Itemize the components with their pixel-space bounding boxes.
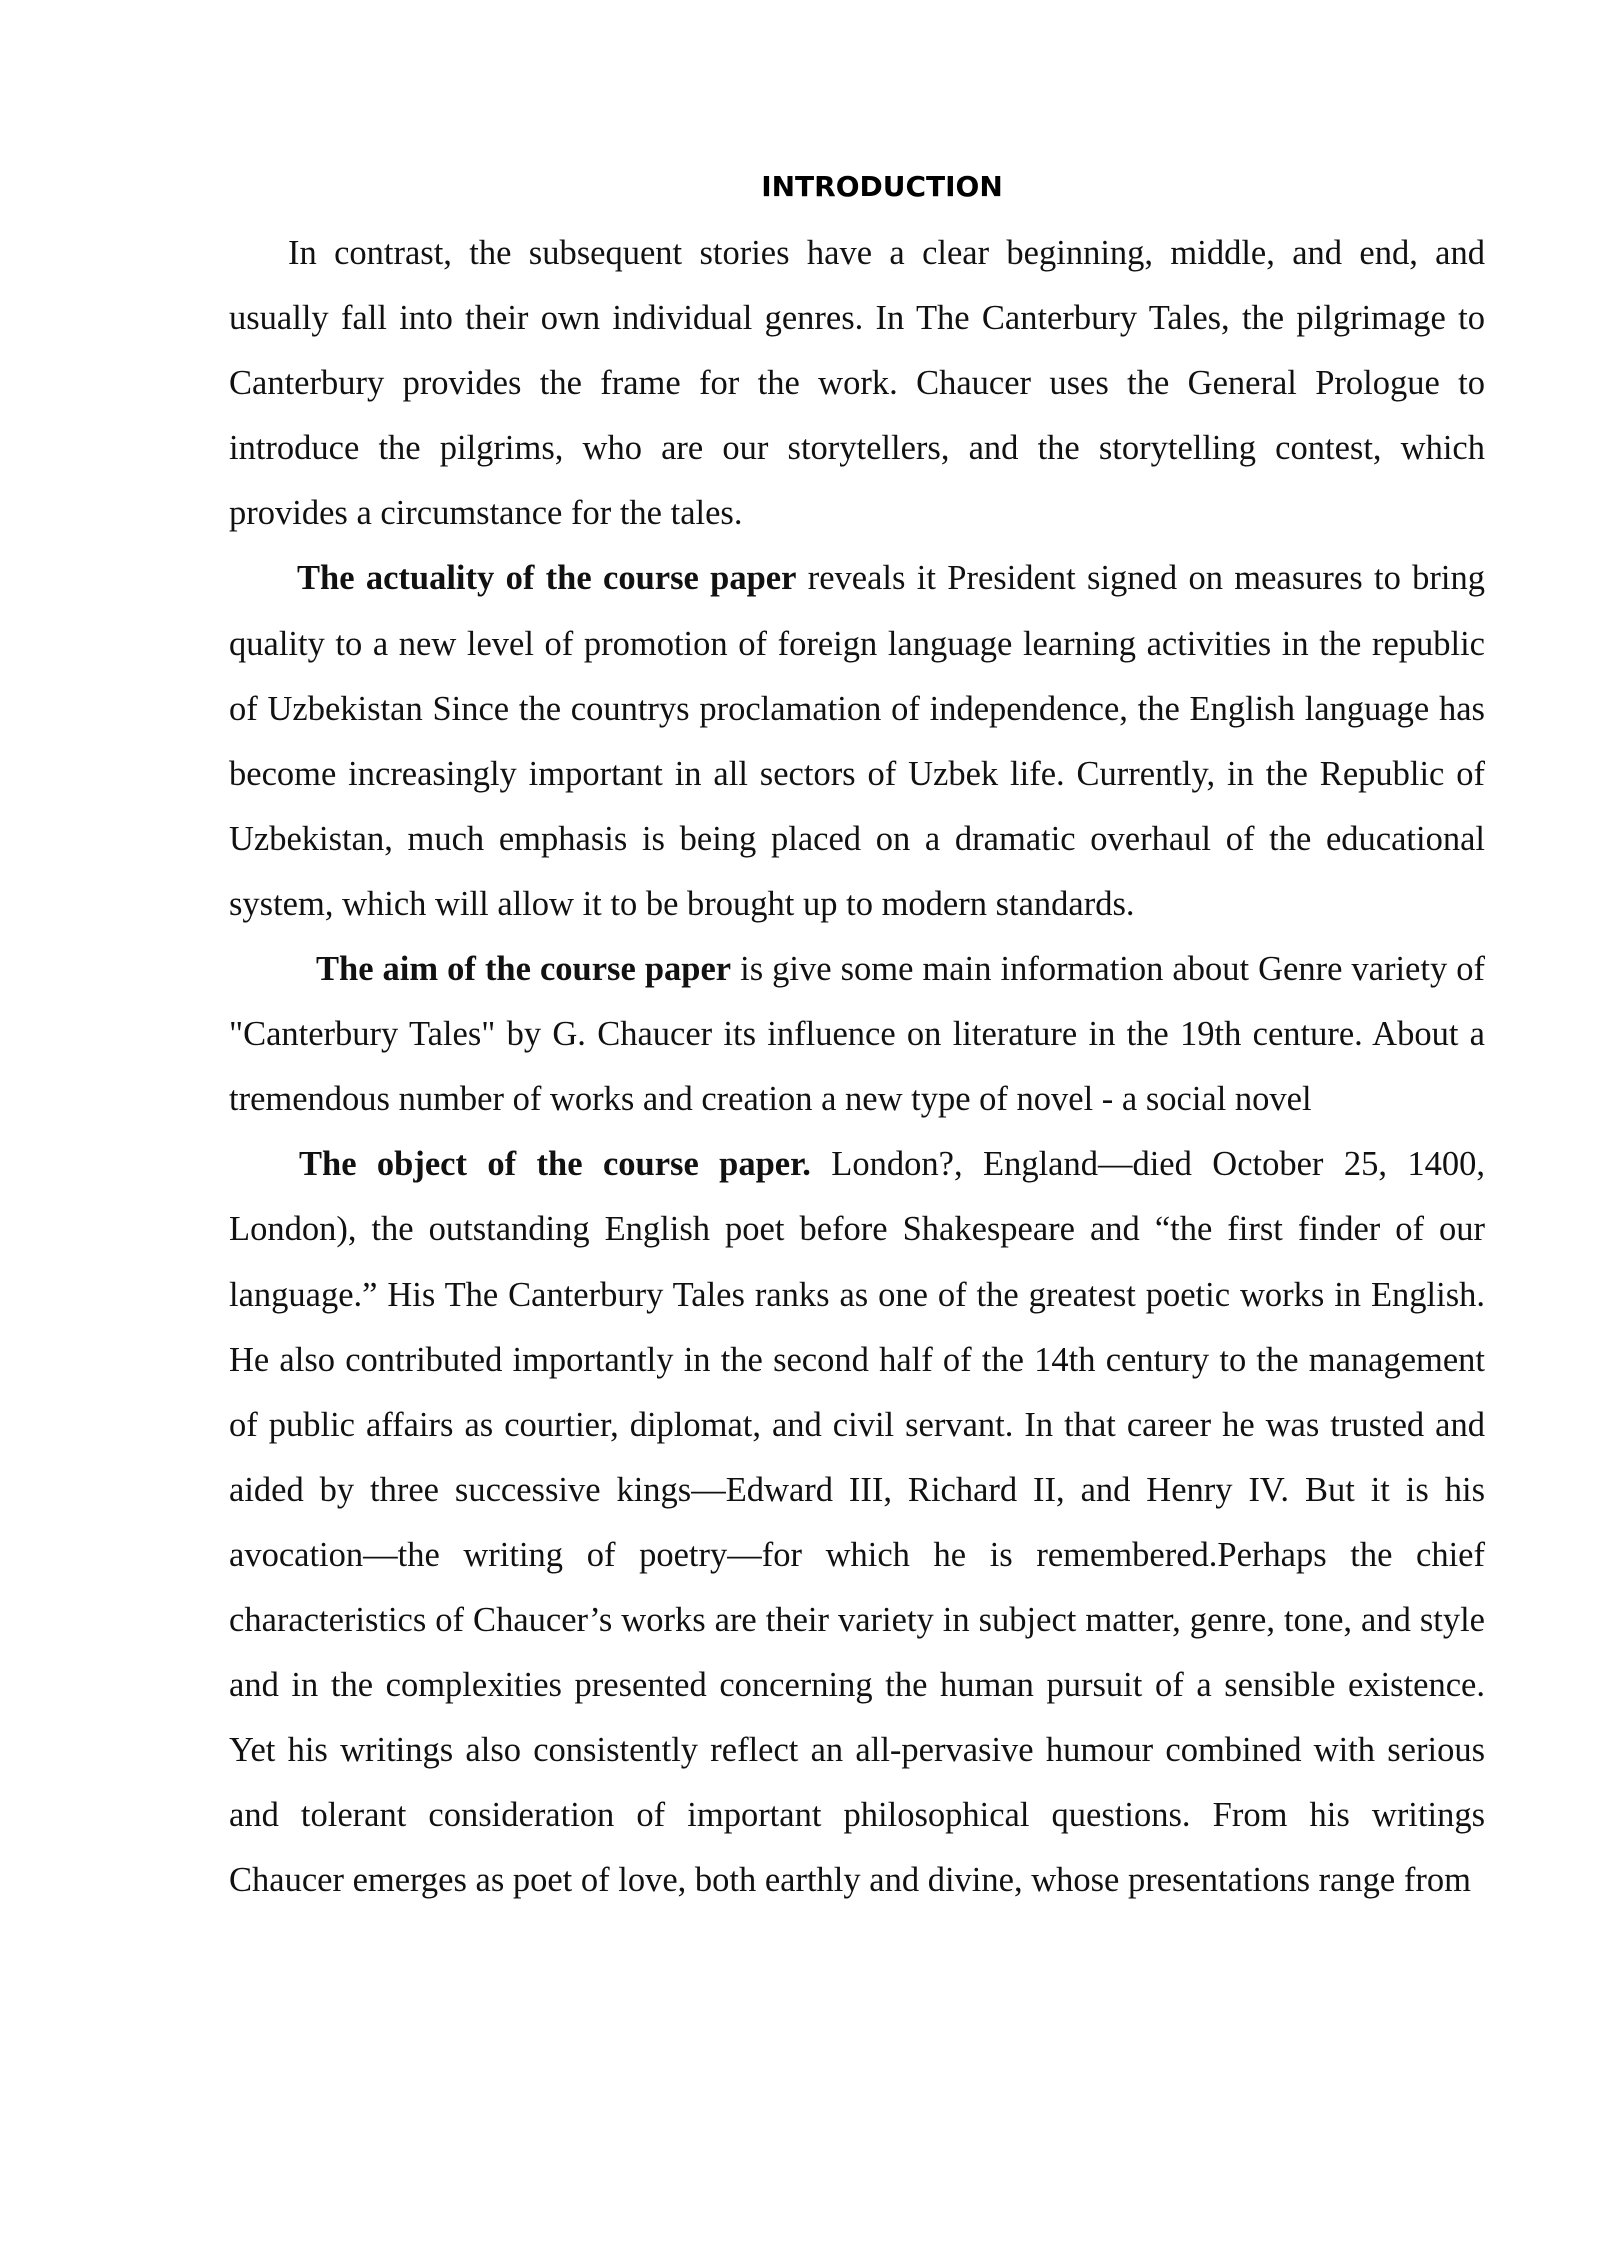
paragraph-actuality xyxy=(229,546,1485,937)
paragraph-text: London?, England—died October 25, 1400, London), the outstanding English poet before Shakespeare and “the first finder of our language.” His The Canterbury Tales ranks as one of the greatest poetic works in English. He also contributed importantly in the second half of the 14th century to the management of public affairs as courtier, diplomat, and civil servant. In that career he was trusted and aided by three successive kings—Edward III, Richard II, and Henry IV. But it is his avocation—the writing of poetry—for which he is remembered.Perhaps the chief characteristics of Chaucer’s works are their variety in subject matter, genre, tone, and style and in the complexities presented concerning the human pursuit of a sensible existence. Yet his writings also consistently reflect an all-pervasive humour combined with serious and tolerant consideration of important philosophical questions. From his writings Chaucer emerges as poet of love, both earthly and divine, whose presentations range from xyxy=(229,1145,1485,1900)
paragraph-lead: The aim of the course paper xyxy=(316,950,732,989)
paragraph-aim xyxy=(229,937,1485,1132)
page-content xyxy=(229,165,1485,1913)
paragraph-text: is give some main information about Genre variety of "Canterbury Tales" by G. Chaucer its influence on literature in the 19th centure. About a tremendous number of works and creation a new type of novel - a social novel xyxy=(229,950,1485,1119)
paragraph-object xyxy=(229,1132,1485,1913)
paragraph-intro xyxy=(229,221,1485,546)
paragraph-text: reveals it President signed on measures to bring quality to a new level of promotion of foreign language learning activities in the republic of Uzbekistan Since the countrys proclamation of independence, the English language has become increasingly important in all sectors of Uzbek life. Currently, in the Republic of Uzbekistan, much emphasis is being placed on a dramatic overhaul of the educational system, which will allow it to be brought up to modern standards. xyxy=(229,559,1485,923)
section-heading: INTRODUCTION xyxy=(761,170,1003,203)
paragraph-text: In contrast, the subsequent stories have a clear beginning, middle, and end, and usually fall into their own individual genres. In The Canterbury Tales, the pilgrimage to Canterbury provides the frame for the work. Chaucer uses the General Prologue to introduce the pilgrims, who are our storytellers, and the storytelling contest, which provides a circumstance for the tales. xyxy=(229,234,1485,533)
paragraph-lead: The actuality of the course paper xyxy=(297,559,797,598)
paragraph-lead: The object of the course paper. xyxy=(299,1145,811,1184)
